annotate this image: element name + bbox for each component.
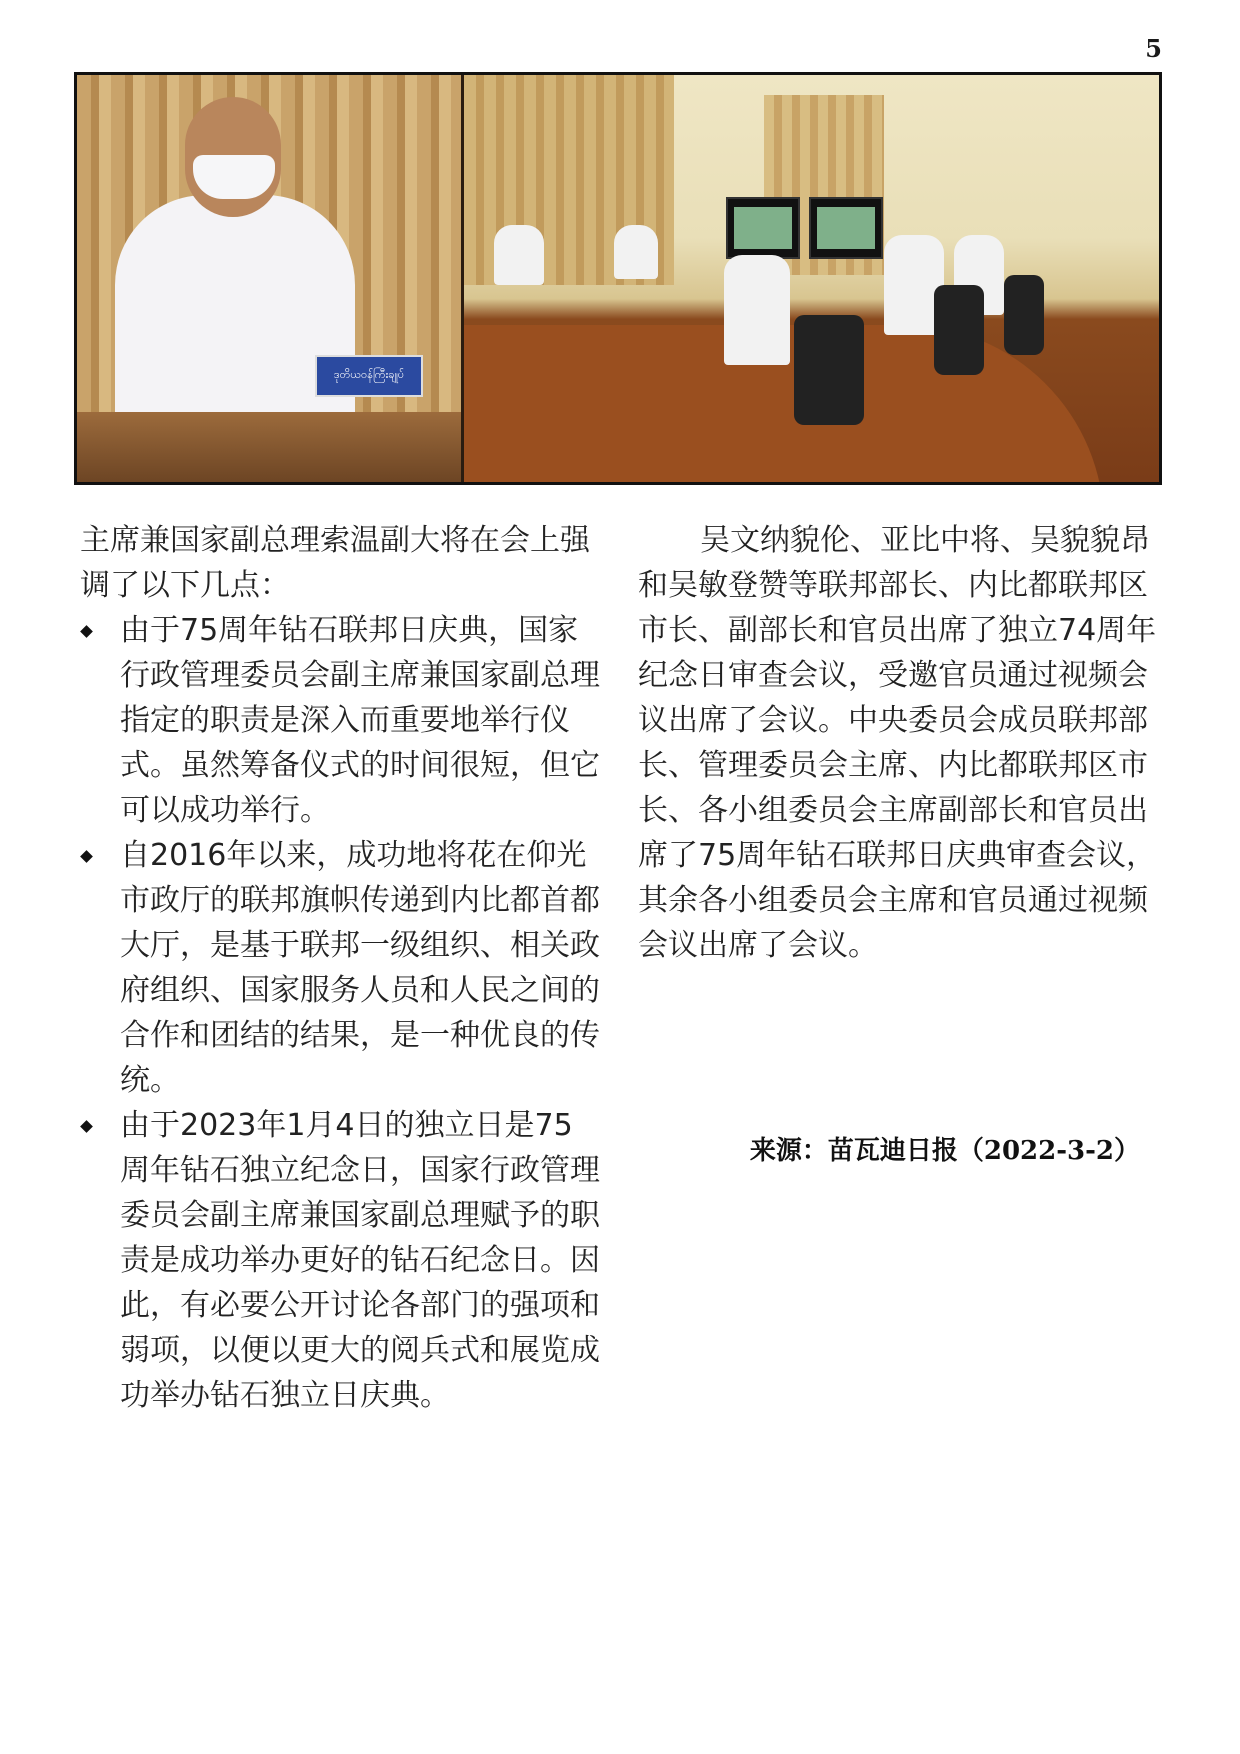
- speaker-mask: [193, 155, 275, 199]
- nameplate: ဒုတိယဝန်ကြီးချုပ်: [315, 355, 423, 397]
- bullet-text: 由于2023年1月4日的独立日是75周年钻石独立纪念日，国家行政管理委员会副主席兼国家副总理赋予的职责是成功举办更好的钻石纪念日。因此，有必要公开讨论各部门的强项和弱项，以便以更大的阅兵式和展览成功举办钻石独立日庆典。: [120, 1108, 600, 1413]
- office-chair: [1004, 275, 1044, 355]
- diamond-bullet-icon: [80, 1120, 93, 1133]
- diamond-bullet-icon: [80, 625, 93, 638]
- attendee: [724, 255, 790, 365]
- office-chair: [934, 285, 984, 375]
- news-photo: [74, 72, 1162, 485]
- source-credit: 来源：苗瓦迪日报（2022-3-2）: [749, 1136, 1140, 1166]
- monitor-screen: [809, 197, 883, 259]
- list-item: [80, 608, 600, 833]
- page-number: 5: [1145, 34, 1162, 63]
- right-column: [638, 518, 1158, 968]
- bullet-text: 自2016年以来，成功地将花在仰光市政厅的联邦旗帜传递到内比都首都大厅，是基于联邦一级组织、相关政府组织、国家服务人员和人民之间的合作和团结的结果，是一种优良的传统。: [120, 838, 600, 1098]
- meeting-room-photo: [464, 75, 1159, 482]
- attendee: [494, 225, 544, 285]
- attendee: [614, 225, 658, 279]
- monitor-screen: [726, 197, 800, 259]
- intro-paragraph: 主席兼国家副总理索温副大将在会上强调了以下几点：: [80, 523, 590, 603]
- podium: [77, 412, 461, 482]
- list-item: [80, 833, 600, 1103]
- bullet-text: 由于75周年钻石联邦日庆典，国家行政管理委员会副主席兼国家副总理指定的职责是深入而重要地举行仪式。虽然筹备仪式的时间很短，但它可以成功举行。: [120, 613, 600, 828]
- list-item: [80, 1103, 600, 1418]
- speaker-photo: [77, 75, 461, 482]
- bullet-list: [80, 608, 600, 1418]
- left-column: [80, 518, 600, 1418]
- diamond-bullet-icon: [80, 850, 93, 863]
- attendance-paragraph: 吴文纳貌伦、亚比中将、吴貌貌昂和吴敏登赞等联邦部长、内比都联邦区市长、副部长和官员出席了独立74周年纪念日审查会议，受邀官员通过视频会议出席了会议。中央委员会成员联邦部长、管理委员会主席、内比都联邦区市长、各小组委员会主席副部长和官员出席了75周年钻石联邦日庆典审查会议，其余各小组委员会主席和官员通过视频会议出席了会议。: [638, 523, 1157, 963]
- office-chair: [794, 315, 864, 425]
